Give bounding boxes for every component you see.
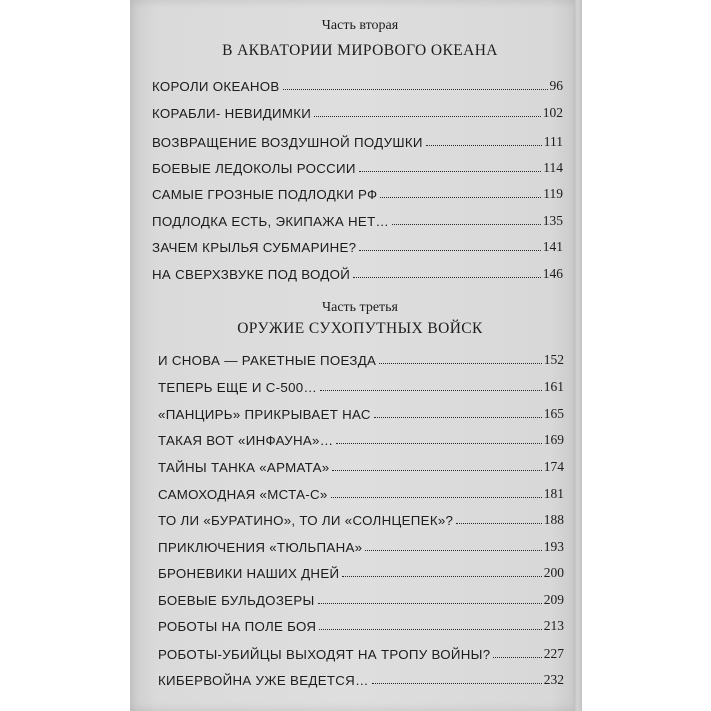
toc-entry-title: КОРАБЛИ- НЕВИДИМКИ (152, 106, 312, 121)
toc-entry-title: САМОХОДНАЯ «МСТА-С» (158, 487, 328, 502)
toc-entry-title: ТО ЛИ «БУРАТИНО», ТО ЛИ «СОЛНЦЕПЕК»? (158, 513, 454, 528)
dot-leader (426, 145, 542, 146)
toc-entry-page: 152 (543, 352, 564, 367)
toc-entry[interactable] (152, 262, 563, 282)
toc-entry-title: РОБОТЫ НА ПОЛЕ БОЯ (158, 619, 317, 634)
dot-leader (283, 89, 548, 90)
toc-entry[interactable] (158, 668, 564, 688)
toc-entry[interactable] (158, 614, 564, 634)
page-edge (574, 0, 582, 711)
toc-entry-page: 181 (543, 486, 564, 501)
toc-entry[interactable] (152, 156, 563, 176)
toc-entry-page: 146 (542, 266, 563, 281)
dot-leader (318, 603, 542, 604)
dot-leader (336, 443, 541, 444)
toc-entry[interactable] (152, 182, 563, 202)
dot-leader (359, 250, 540, 251)
toc-entry-page: 232 (543, 672, 564, 687)
toc-entry-page: 213 (543, 618, 564, 633)
toc-entry-page: 111 (543, 134, 563, 149)
dot-leader (379, 363, 542, 364)
toc-entry-page: 200 (543, 565, 564, 580)
toc-entry-page: 209 (543, 592, 564, 607)
part3-title: ОРУЖИЕ СУХОПУТНЫХ ВОЙСК (237, 320, 483, 337)
toc-entry[interactable] (152, 130, 563, 150)
toc-entry-title: ТАЙНЫ ТАНКА «АРМАТА» (158, 460, 330, 475)
toc-entry-title: ПРИКЛЮЧЕНИЯ «ТЮЛЬПАНА» (158, 540, 363, 555)
dot-leader (380, 197, 541, 198)
dot-leader (319, 629, 541, 630)
toc-entry-title: ЗАЧЕМ КРЫЛЬЯ СУБМАРИНЕ? (152, 240, 357, 255)
toc-entry-title: «ПАНЦИРЬ» ПРИКРЫВАЕТ НАС (158, 407, 371, 422)
part2-label: Часть вторая (321, 18, 399, 33)
toc-entry[interactable] (158, 402, 564, 422)
toc-entry[interactable] (158, 642, 564, 662)
part3-label: Часть третья (322, 300, 398, 315)
dot-leader (331, 497, 542, 498)
toc-entry-title: КОРОЛИ ОКЕАНОВ (152, 79, 280, 94)
toc-entry-title: САМЫЕ ГРОЗНЫЕ ПОДЛОДКИ РФ (152, 187, 378, 202)
toc-entry-title: БОЕВЫЕ ЛЕДОКОЛЫ РОССИИ (152, 161, 356, 176)
dot-leader (359, 171, 541, 172)
toc-entry-title: ПОДЛОДКА ЕСТЬ, ЭКИПАЖА НЕТ… (152, 214, 390, 229)
toc-entry-page: 119 (543, 186, 563, 201)
toc-entry-title: ТЕПЕРЬ ЕЩЕ И С-500… (158, 380, 318, 395)
toc-entry-page: 102 (542, 105, 563, 120)
toc-entry[interactable] (158, 375, 564, 395)
toc-entry[interactable] (158, 508, 564, 528)
dot-leader (456, 523, 541, 524)
toc-entry[interactable] (158, 428, 564, 448)
toc-entry-title: РОБОТЫ-УБИЙЦЫ ВЫХОДЯТ НА ТРОПУ ВОЙНЫ? (158, 647, 491, 662)
toc-entry[interactable] (158, 348, 564, 368)
toc-entry[interactable] (158, 588, 564, 608)
toc-entry-page: 141 (542, 239, 563, 254)
toc-entry-title: ТАКАЯ ВОТ «ИНФАУНА»… (158, 433, 334, 448)
dot-leader (314, 116, 541, 117)
toc-entry-page: 174 (543, 459, 564, 474)
dot-leader (372, 683, 542, 684)
toc-entry[interactable] (152, 101, 563, 121)
toc-entry-page: 188 (543, 512, 564, 527)
toc-entry[interactable] (158, 561, 564, 581)
toc-entry-title: БОЕВЫЕ БУЛЬДОЗЕРЫ (158, 593, 315, 608)
toc-entry[interactable] (158, 482, 564, 502)
toc-entry[interactable] (158, 535, 564, 555)
toc-entry-page: 114 (543, 160, 563, 175)
part2-title: В АКВАТОРИИ МИРОВОГО ОКЕАНА (222, 42, 498, 59)
toc-entry-page: 169 (543, 432, 564, 447)
dot-leader (353, 277, 541, 278)
dot-leader (392, 224, 541, 225)
toc-entry-title: И СНОВА — РАКЕТНЫЕ ПОЕЗДА (158, 353, 377, 368)
dot-leader (493, 657, 541, 658)
toc-entry-title: БРОНЕВИКИ НАШИХ ДНЕЙ (158, 566, 340, 581)
toc-entry-title: ВОЗВРАЩЕНИЕ ВОЗДУШНОЙ ПОДУШКИ (152, 135, 423, 150)
toc-entry-page: 96 (549, 78, 563, 93)
dot-leader (332, 470, 541, 471)
toc-entry-page: 161 (543, 379, 564, 394)
toc-entry-page: 227 (543, 646, 564, 661)
toc-entry[interactable] (158, 455, 564, 475)
toc-entry-title: НА СВЕРХЗВУКЕ ПОД ВОДОЙ (152, 267, 351, 282)
toc-entry[interactable] (152, 235, 563, 255)
dot-leader (365, 550, 541, 551)
toc-entry[interactable] (152, 209, 563, 229)
toc-entry-page: 135 (542, 213, 563, 228)
dot-leader (374, 417, 542, 418)
toc-entry-title: КИБЕРВОЙНА УЖЕ ВЕДЕТСЯ… (158, 673, 369, 688)
toc-entry-page: 165 (543, 406, 564, 421)
dot-leader (320, 390, 542, 391)
toc-entry[interactable] (152, 74, 563, 94)
toc-entry-page: 193 (543, 539, 564, 554)
dot-leader (342, 576, 541, 577)
